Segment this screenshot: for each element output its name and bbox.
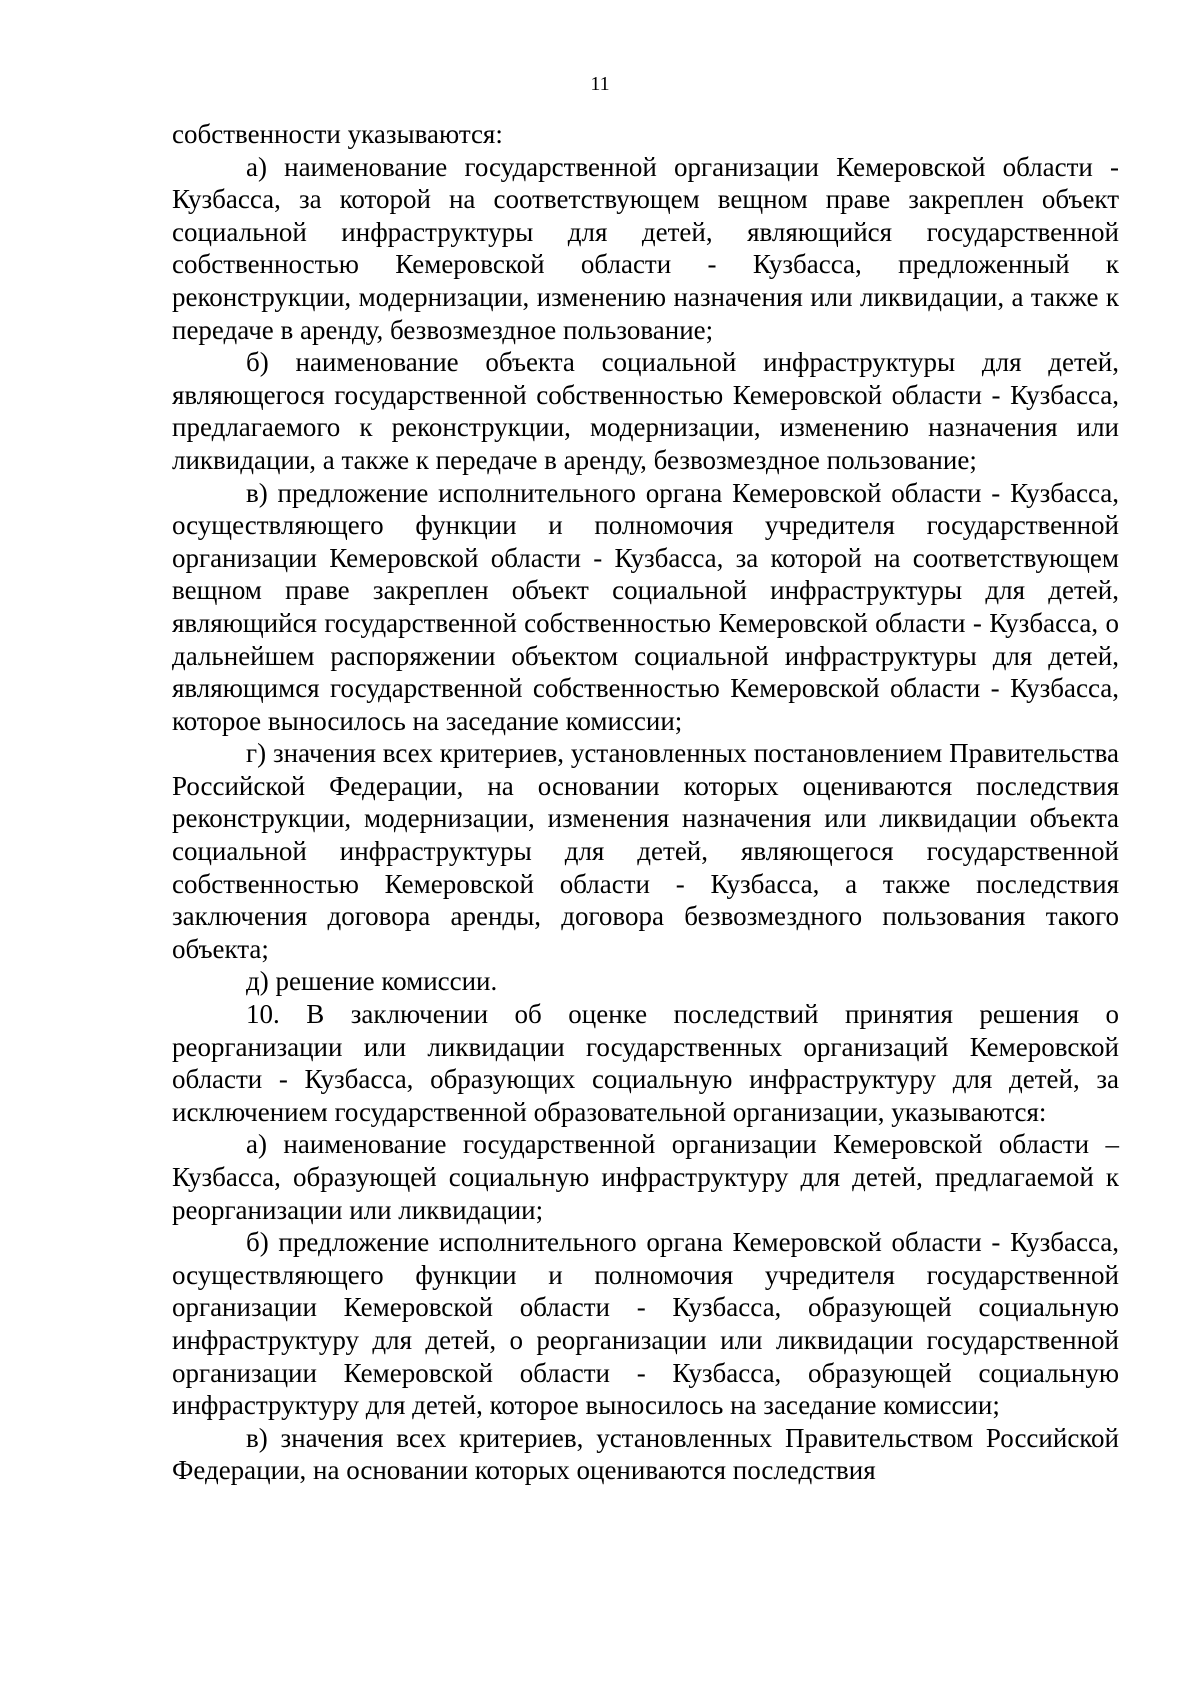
paragraph-item-g: г) значения всех критериев, установленных постановлением Правительства Российской Федерации, на основании которых оцениваются последствия реконструкции, модернизации, изменения назначения или ликвидации объекта социальной инфраструктуры для детей, являющегося государственной собственностью Кемеровской области - Кузбасса, а также последствия заключения договора аренды, договора безвозмездного пользования такого объекта; <box>172 738 1119 964</box>
paragraph-continuation: собственности указываются: <box>172 119 503 149</box>
paragraph-item-v: в) предложение исполнительного органа Кемеровской области - Кузбасса, осуществляющего функции и полномочия учредителя государственной организации Кемеровской области - Кузбасса, за которой на соответствующем вещном праве закреплен объект социальной инфраструктуры для детей, являющийся государственной собственностью Кемеровской области - Кузбасса, о дальнейшем распоряжении объектом социальной инфраструктуры для детей, являющимся государственной собственностью Кемеровской области - Кузбасса, которое выносилось на заседание комиссии; <box>172 477 1119 736</box>
paragraph-item-b: б) наименование объекта социальной инфраструктуры для детей, являющегося государственной собственностью Кемеровской области - Кузбасса, предлагаемого к реконструкции, модернизации, изменению назначения или ликвидации, а также к передаче в аренду, безвозмездное пользование; <box>172 347 1119 475</box>
page-number: 11 <box>590 73 610 95</box>
paragraph-section-10-item-v: в) значения всех критериев, установленных Правительством Российской Федерации, на основании которых оцениваются последствия <box>172 1422 1119 1486</box>
paragraph-item-a: а) наименование государственной организации Кемеровской области - Кузбасса, за которой на соответствующем вещном праве закреплен объект социальной инфраструктуры для детей, являющийся государственной собственностью Кемеровской области - Кузбасса, предложенный к реконструкции, модернизации, изменению назначения или ликвидации, а также к передаче в аренду, безвозмездное пользование; <box>172 151 1119 345</box>
document-body <box>172 118 1119 1487</box>
paragraph-section-10: 10. В заключении об оценке последствий принятия решения о реорганизации или ликвидации государственных организаций Кемеровской области - Кузбасса, образующих социальную инфраструктуру для детей, за исключением государственной образовательной организации, указываются: <box>172 999 1119 1127</box>
paragraph-section-10-item-b: б) предложение исполнительного органа Кемеровской области - Кузбасса, осуществляющего функции и полномочия учредителя государственной организации Кемеровской области - Кузбасса, образующей социальную инфраструктуру для детей, о реорганизации или ликвидации государственной организации Кемеровской области - Кузбасса, образующей социальную инфраструктуру для детей, которое выносилось на заседание комиссии; <box>172 1227 1119 1421</box>
paragraph-section-10-item-a: а) наименование государственной организации Кемеровской области – Кузбасса, образующей социальную инфраструктуру для детей, предлагаемой к реорганизации или ликвидации; <box>172 1129 1119 1225</box>
paragraph-item-d: д) решение комиссии. <box>246 966 498 997</box>
